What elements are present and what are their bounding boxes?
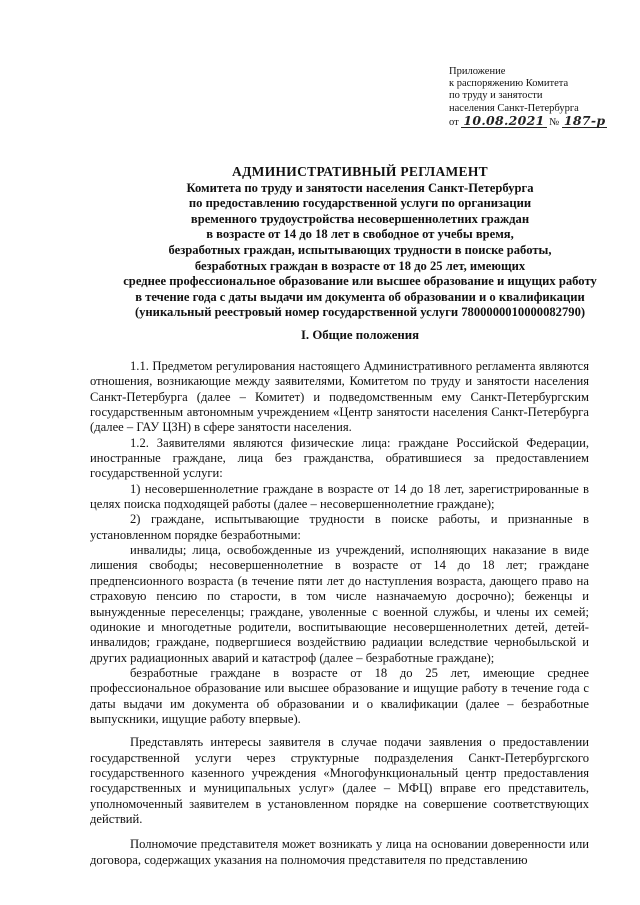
- title-line: в течение года с даты выдачи им документа об образовании и о квалификации: [135, 289, 585, 304]
- annex-line-4: населения Санкт-Петербурга: [449, 102, 579, 114]
- title-line: в возрасте от 14 до 18 лет в свободное от учебы время,: [206, 227, 514, 242]
- paragraph: Полномочие представителя может возникать у лица на основании доверенности или договора, содержащих указания на полномочия представителя по представлению: [90, 837, 589, 867]
- handwritten-date: 10.08.2021: [463, 112, 545, 128]
- title-line: Комитета по труду и занятости населения Санкт-Петербурга: [186, 180, 534, 195]
- annex-line-2: к распоряжению Комитета: [449, 78, 569, 90]
- title-line: временного трудоустройства несовершеннолетних граждан: [190, 211, 530, 226]
- title-line: среднее профессиональное образование или высшее образование и ищущих работу: [123, 274, 597, 289]
- paragraph: 1.2. Заявителями являются физические лица: граждане Российской Федерации, иностранные граждане, лица без гражданства, обратившиеся за предоставлением государственной услуги:: [90, 435, 589, 481]
- date-prefix: от: [449, 116, 459, 128]
- body-text: [90, 359, 589, 868]
- handwritten-number: 187-р: [563, 112, 606, 128]
- title-line: безработных граждан, испытывающих трудности в поиске работы,: [168, 242, 552, 257]
- title-line: безработных граждан в возрасте от 18 до 25 лет, имеющих: [194, 258, 526, 273]
- paragraph: 2) граждане, испытывающие трудности в поиске работы, и признанные в установленном порядке безработными:: [90, 512, 589, 542]
- number-prefix: №: [549, 116, 560, 128]
- annex-line-3: по труду и занятости: [449, 90, 543, 102]
- regulation-title: [80, 164, 640, 321]
- title-line: (уникальный реестровый номер государственной услуги 7800000010000082790): [134, 305, 586, 320]
- annex-block: [449, 66, 609, 129]
- title-main: АДМИНИСТРАТИВНЫЙ РЕГЛАМЕНТ: [232, 164, 488, 179]
- paragraph: 1.1. Предметом регулирования настоящего Административного регламента являются отношения, возникающие между заявителями, Комитетом по труду и занятости населения Санкт-Петербурга (далее – Комитет) и подведомственным ему Санкт-Петербургским государственным автономным учреждением «Центр занятости населения Санкт-Петербурга (далее – ГАУ ЦЗН) в сфере занятости населения.: [90, 359, 589, 435]
- paragraph: инвалиды; лица, освобожденные из учреждений, исполняющих наказание в виде лишения свободы; несовершеннолетние в возрасте от 14 до 18 лет; граждане предпенсионного возраста (в течение пяти лет до наступления возраста, дающего право на страховую пенсию по старости, в том числе назначаемую досрочно); беженцы и вынужденные переселенцы; граждане, уволенные с военной службы, и члены их семей; одинокие и многодетные родители, воспитывающие несовершеннолетних детей, детей-инвалидов; граждане, подвергшиеся воздействию радиации вследствие чернобыльской и других радиационных аварий и катастроф (далее – безработные граждане);: [90, 543, 589, 665]
- annex-date-number-row: [449, 112, 609, 129]
- paragraph: безработные граждане в возрасте от 18 до 25 лет, имеющие среднее профессиональное образование или высшее образование и ищущие работу в течение года с даты выдачи им документа об образовании и о квалификации (далее – безработные выпускники, ищущие работу впервые).: [90, 665, 589, 726]
- paragraph: 1) несовершеннолетние граждане в возрасте от 14 до 18 лет, зарегистрированные в целях поиска подходящей работы (далее – несовершеннолетние граждане);: [90, 481, 589, 512]
- paragraph: Представлять интересы заявителя в случае подачи заявления о предоставлении государственной услуги через структурные подразделения Санкт-Петербургского государственного казенного учреждения «Многофункциональный центр предоставления государственных и муниципальных услуг» (далее – МФЦ) вправе его представитель, уполномоченный заявителем в установленном порядке на совершение соответствующих действий.: [90, 735, 589, 826]
- section-heading: I. Общие положения: [300, 328, 420, 342]
- title-line: по предоставлению государственной услуги по организации: [188, 196, 532, 211]
- annex-line-1: Приложение: [449, 66, 506, 77]
